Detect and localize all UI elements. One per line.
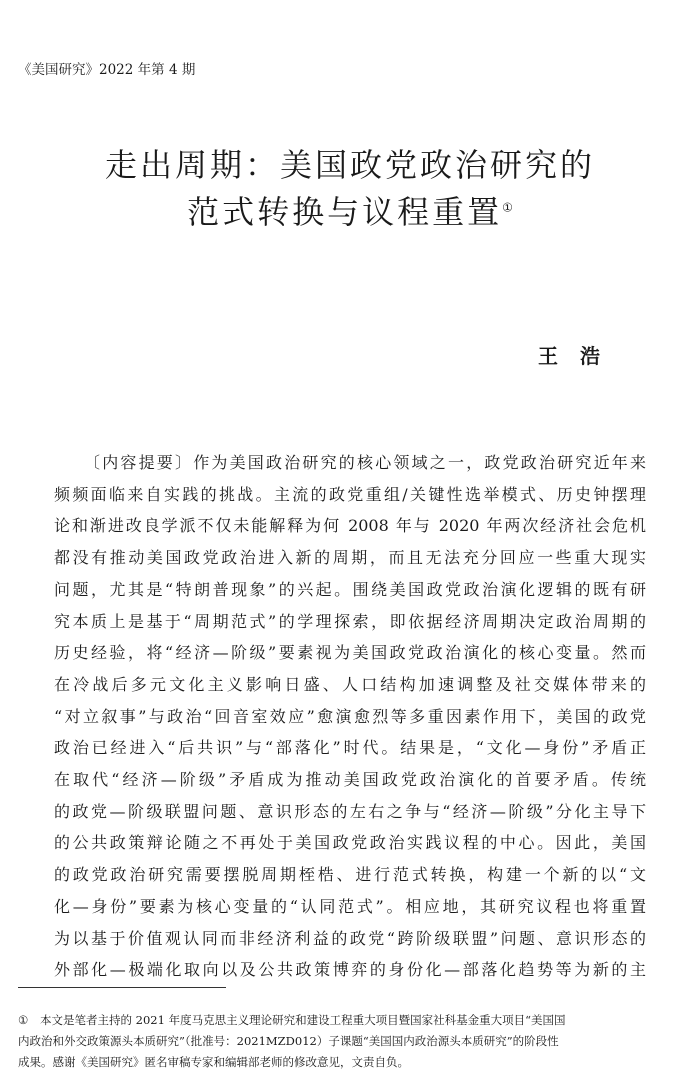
article-title-line-2: [0, 187, 700, 233]
author-name: 王浩: [538, 344, 622, 368]
footnote-line: [18, 1010, 688, 1031]
abstract: [54, 447, 646, 986]
abstract-line: 究本质上是基于“周期范式”的学理探索，即依据经济周期决定政治周期的: [54, 611, 646, 631]
title-text-2: 范式转换与议程重置: [187, 193, 503, 231]
abstract-line: 的政党政治研究需要摆脱周期桎梏、进行范式转换，构建一个新的以“文: [54, 865, 646, 885]
abstract-line: 〔内容提要〕作为美国政治研究的核心领域之一，政党政治研究近年来: [84, 453, 646, 472]
abstract-line: 问题，尤其是“特朗普现象”的兴起。围绕美国政党政治演化逻辑的既有研: [54, 579, 646, 599]
abstract-line: 都没有推动美国政党政治进入新的周期，而且无法充分回应一些重大现实: [54, 548, 646, 568]
abstract-line: 为以基于价值观认同而非经济利益的政党“跨阶级联盟”问题、意识形态的: [54, 928, 646, 948]
title-text-1: 走出周期：美国政党政治研究的: [104, 146, 595, 184]
footnote-line: 内政治和外交政策源头本质研究”（批准号：2021MZD012）子课题“美国国内政治源头本质研究”的阶段性: [18, 1034, 559, 1048]
abstract-line: 在取代“经济—阶级”矛盾成为推动美国政党政治演化的首要矛盾。传统: [54, 770, 646, 790]
abstract-line: 论和渐进改良学派不仅未能解释为何 2008 年与 2020 年两次经济社会危机: [54, 516, 646, 536]
footnote: [18, 1010, 688, 1073]
abstract-line: 历史经验，将“经济—阶级”要素视为美国政党政治演化的核心变量。然而: [54, 643, 646, 663]
abstract-line: 的公共政策辩论随之不再处于美国政党政治实践议程的中心。因此，美国: [54, 833, 646, 853]
abstract-line: 化—身份”要素为核心变量的“认同范式”。相应地，其研究议程也将重置: [54, 896, 646, 916]
footnote-line: 成果。感谢《美国研究》匿名审稿专家和编辑部老师的修改意见，文责自负。: [18, 1055, 409, 1069]
abstract-line: 外部化—极端化取向以及公共政策博弈的身份化—部落化趋势等为新的主: [54, 960, 646, 980]
footnote-number: ①: [18, 1013, 29, 1027]
journal-header: 《美国研究》2022 年第 4 期: [18, 62, 196, 78]
abstract-line: 的政党—阶级联盟问题、意识形态的左右之争与“经济—阶级”分化主导下: [54, 801, 646, 821]
footnote-text: 本文是笔者主持的 2021 年度马克思主义理论研究和建设工程重大项目暨国家社科基金重大项目“美国国: [40, 1013, 566, 1027]
abstract-line: 在冷战后多元文化主义影响日盛、人口结构加速调整及社交媒体带来的: [54, 674, 646, 694]
abstract-line: “对立叙事”与政治“回音室效应”愈演愈烈等多重因素作用下，美国的政党: [54, 706, 646, 726]
article-title-line-1: [0, 140, 700, 186]
title-footnote-marker[interactable]: ①: [502, 200, 513, 215]
abstract-line: 政治已经进入“后共识”与“部落化”时代。结果是，“文化—身份”矛盾正: [54, 738, 646, 758]
abstract-line: 频频面临来自实践的挑战。主流的政党重组/关键性选举模式、历史钟摆理: [54, 484, 646, 504]
footnote-divider: [18, 987, 226, 988]
